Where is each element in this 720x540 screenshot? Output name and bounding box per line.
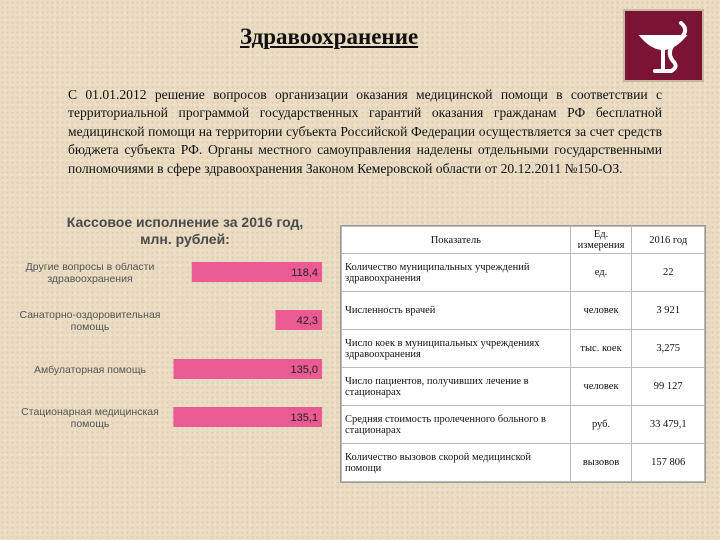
table-header-row xyxy=(342,227,705,254)
table-row xyxy=(342,444,705,482)
cell-indicator: Численность врачей xyxy=(342,292,571,330)
cell-value: 22 xyxy=(632,254,705,292)
bar-value-label: 135,0 xyxy=(290,364,318,376)
bar-value-label: 118,4 xyxy=(291,267,318,279)
cell-indicator: Количество муниципальных учреждений здравоохранения xyxy=(342,254,571,292)
cell-value: 3,275 xyxy=(632,330,705,368)
category-label: Амбулаторная помощь xyxy=(34,364,146,376)
table-row xyxy=(342,368,705,406)
column-header-year: 2016 год xyxy=(632,227,705,254)
cell-value: 33 479,1 xyxy=(632,406,705,444)
cell-value: 157 806 xyxy=(632,444,705,482)
cell-unit: человек xyxy=(570,368,632,406)
cell-unit: руб. xyxy=(570,406,632,444)
category-label: Другие вопросы в области здравоохранения xyxy=(25,261,155,285)
cell-unit: ед. xyxy=(570,254,632,292)
cell-indicator: Число коек в муниципальных учреждениях здравоохранения xyxy=(342,330,571,368)
table-row xyxy=(342,254,705,292)
intro-paragraph: С 01.01.2012 решение вопросов организации оказания медицинской помощи в соответствии с территориальной программой государственных гарантий оказания гражданам РФ бесплатной медицинской помощи на территории субъекта Российской Федерации осуществляется за счет средств бюджета субъекта РФ. Органы местного самоуправления наделены отдельными государственными полномочиями в сфере здравоохранения Законом Кемеровской области от 20.12.2011 №150-ОЗ. xyxy=(68,87,662,176)
table-row xyxy=(342,406,705,444)
bar-value-label: 135,1 xyxy=(290,412,318,424)
bar-value-label: 42,3 xyxy=(296,315,318,327)
category-label: Стационарная медицинская помощь xyxy=(21,406,159,430)
table-row xyxy=(342,292,705,330)
page-title: Здравоохранение xyxy=(240,24,419,49)
bar-chart xyxy=(0,240,330,440)
column-header-indicator: Показатель xyxy=(342,227,571,254)
cell-unit: вызовов xyxy=(570,444,632,482)
cell-value: 99 127 xyxy=(632,368,705,406)
indicators-table xyxy=(340,225,706,483)
table-row xyxy=(342,330,705,368)
cell-unit: тыс. коек xyxy=(570,330,632,368)
bowl-of-hygieia-icon xyxy=(623,9,704,82)
cell-indicator: Средняя стоимость пролеченного больного в стационарах xyxy=(342,406,571,444)
cell-indicator: Число пациентов, получивших лечение в стационарах xyxy=(342,368,571,406)
category-label: Санаторно-оздоровительная помощь xyxy=(19,309,161,333)
cell-indicator: Количество вызовов скорой медицинской помощи xyxy=(342,444,571,482)
chart-title: Кассовое исполнение за 2016 год, млн. рублей: xyxy=(66,214,304,247)
column-header-unit: Ед. измерения xyxy=(570,227,632,254)
cell-unit: человек xyxy=(570,292,632,330)
cell-value: 3 921 xyxy=(632,292,705,330)
